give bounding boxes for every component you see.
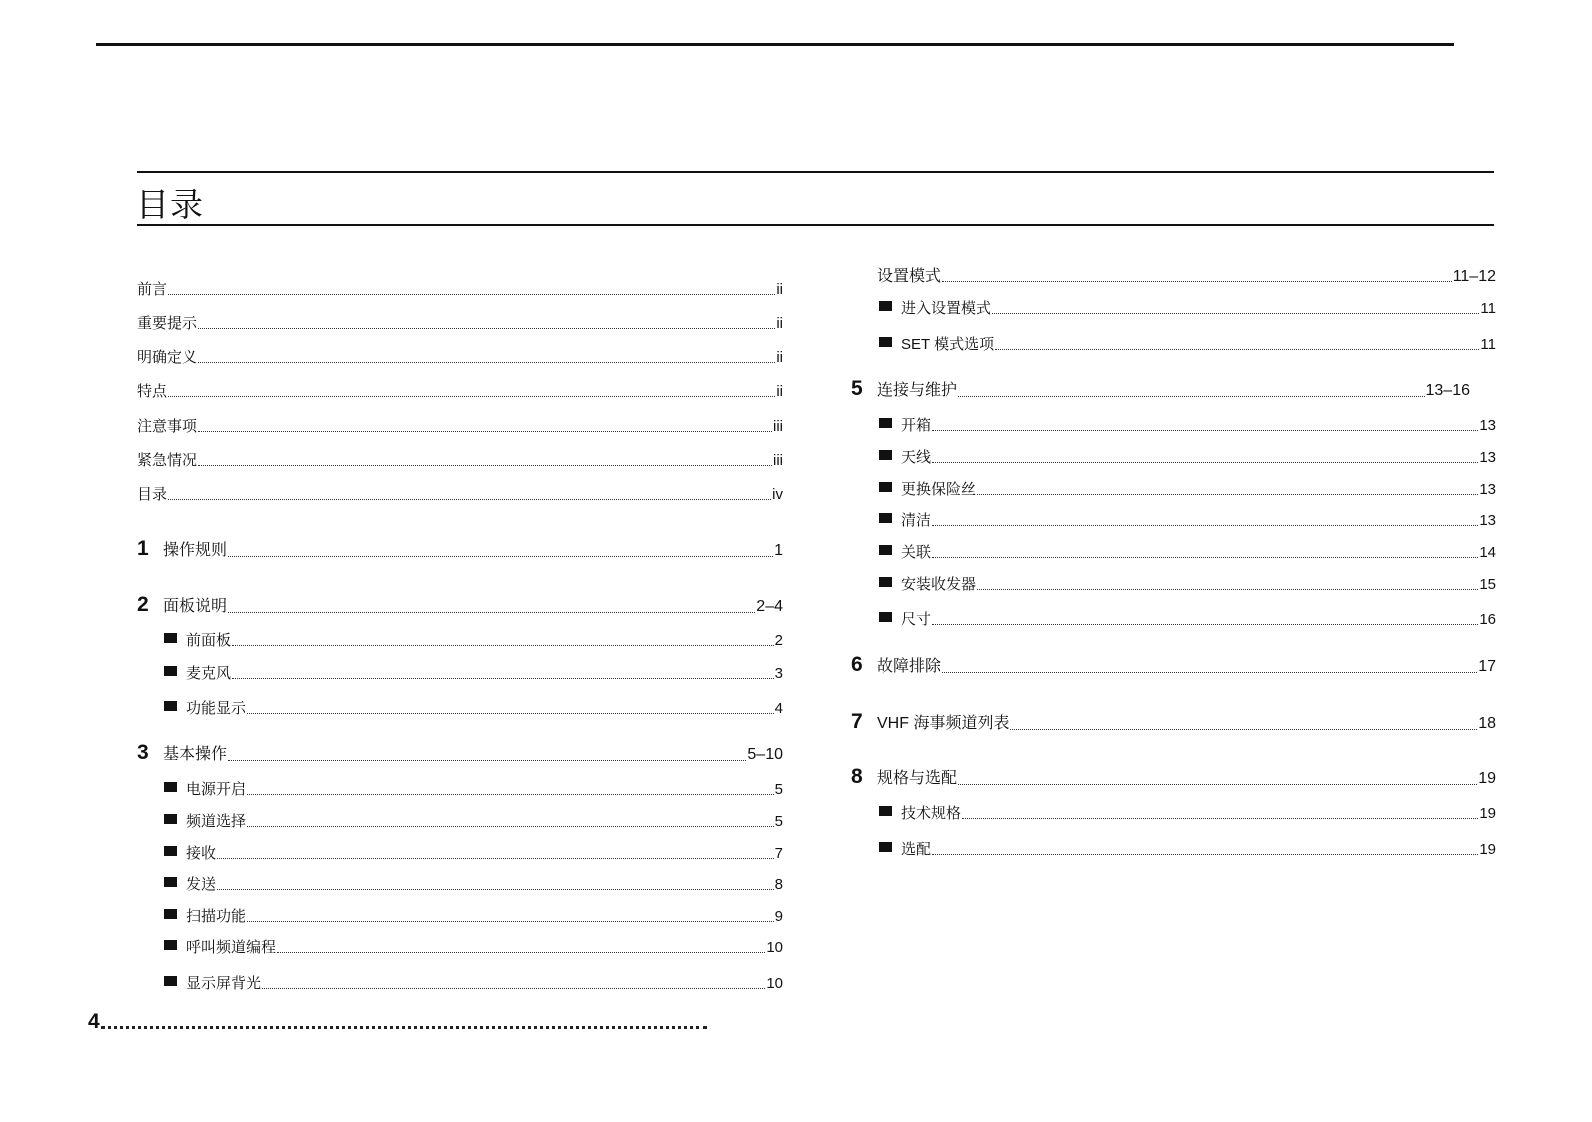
chapter-number: 2 (137, 593, 149, 616)
square-bullet-icon (879, 513, 892, 523)
toc-entry-page: 14 (1479, 544, 1496, 561)
toc-entry-label: 发送 (186, 876, 217, 893)
dot-leader (247, 793, 774, 795)
dot-leader (277, 951, 765, 953)
toc-entry-label: 麦克风 (186, 665, 232, 682)
title-rule-top (137, 171, 1494, 173)
toc-entry-label: 天线 (901, 449, 932, 466)
toc-entry-label: 面板说明 (163, 598, 228, 615)
page-number (88, 1010, 708, 1034)
toc-entry-page: iii (773, 418, 783, 435)
toc-entry-page: 4 (774, 700, 783, 717)
toc-section-entry (164, 842, 783, 863)
square-bullet-icon (164, 976, 177, 986)
page-number-value: 4 (88, 1010, 100, 1033)
toc-front-entry (137, 346, 783, 367)
square-bullet-icon (879, 545, 892, 555)
dot-leader (198, 327, 775, 329)
square-bullet-icon (164, 701, 177, 711)
chapter-number: 5 (851, 377, 863, 400)
toc-entry-label: 显示屏背光 (186, 975, 262, 992)
toc-entry-page: ii (776, 315, 783, 332)
toc-entry-page: 15 (1479, 576, 1496, 593)
toc-section-entry (879, 446, 1496, 467)
dot-leader (232, 644, 774, 646)
toc-entry-page: 13 (1479, 449, 1496, 466)
toc-entry-label: VHF 海事频道列表 (877, 715, 1010, 732)
toc-entry-page: iii (773, 452, 783, 469)
chapter-number: 1 (137, 537, 149, 560)
toc-chapter-entry (137, 537, 783, 561)
toc-entry-page: 5 (774, 781, 783, 798)
dot-leader (247, 920, 774, 922)
toc-section-entry (164, 778, 783, 799)
dot-leader (228, 759, 746, 761)
toc-entry-page: 18 (1478, 715, 1496, 732)
toc-chapter-entry (851, 710, 1496, 734)
toc-section-entry (164, 972, 783, 993)
chapter-number: 7 (851, 710, 863, 733)
toc-entry-label: 更换保险丝 (901, 481, 977, 498)
toc-section-entry (164, 697, 783, 718)
toc-entry-label: 目录 (137, 486, 168, 503)
square-bullet-icon (164, 633, 177, 643)
dot-leader (958, 395, 1424, 397)
toc-entry-label: 关联 (901, 544, 932, 561)
toc-section-entry (879, 573, 1496, 594)
toc-entry-label: 故障排除 (877, 658, 942, 675)
toc-entry-page: iv (772, 486, 783, 503)
dot-leader (958, 783, 1477, 785)
toc-entry-label: 进入设置模式 (901, 300, 992, 317)
toc-entry-page: 3 (774, 665, 783, 682)
toc-entry-label: 安装收发器 (901, 576, 977, 593)
dot-leader (262, 987, 765, 989)
toc-entry-label: 前面板 (186, 632, 232, 649)
dot-leader (932, 461, 1478, 463)
toc-entry-page: 13 (1479, 417, 1496, 434)
toc-front-entry (137, 415, 783, 436)
dot-leader (217, 857, 774, 859)
square-bullet-icon (164, 782, 177, 792)
toc-entry-page: 8 (774, 876, 783, 893)
toc-front-entry (137, 380, 783, 401)
toc-entry-page: 19 (1479, 805, 1496, 822)
toc-entry-page: ii (776, 383, 783, 400)
toc-chapter-entry (137, 741, 783, 765)
chapter-number: 8 (851, 765, 863, 788)
toc-entry-label: 设置模式 (877, 268, 942, 285)
toc-entry-label: 紧急情况 (137, 452, 198, 469)
square-bullet-icon (164, 814, 177, 824)
dot-leader (932, 429, 1478, 431)
dot-leader (932, 623, 1478, 625)
toc-entry-label: SET 模式选项 (901, 336, 995, 353)
toc-entry-page: 2 (774, 632, 783, 649)
toc-chapter-entry (851, 263, 1496, 286)
toc-entry-page: 13–16 (1425, 382, 1470, 399)
toc-chapter-entry (137, 593, 783, 617)
toc-section-entry (879, 333, 1496, 354)
toc-entry-label: 扫描功能 (186, 908, 247, 925)
toc-entry-page: 1 (774, 542, 783, 559)
toc-section-entry (164, 873, 783, 894)
chapter-number: 6 (851, 653, 863, 676)
toc-front-entry (137, 278, 783, 299)
toc-entry-page: 10 (766, 939, 783, 956)
toc-entry-page: 13 (1479, 512, 1496, 529)
toc-section-entry (164, 905, 783, 926)
square-bullet-icon (164, 666, 177, 676)
square-bullet-icon (164, 909, 177, 919)
dot-leader (217, 888, 774, 890)
toc-section-entry (879, 608, 1496, 629)
toc-entry-label: 选配 (901, 841, 932, 858)
toc-chapter-entry (851, 765, 1496, 789)
toc-section-entry (879, 802, 1496, 823)
toc-entry-page: 19 (1478, 770, 1496, 787)
dot-leader (977, 493, 1478, 495)
toc-entry-label: 电源开启 (186, 781, 247, 798)
square-bullet-icon (879, 806, 892, 816)
toc-section-entry (164, 936, 783, 957)
toc-section-entry (164, 662, 783, 683)
page-number-leader (101, 1025, 707, 1029)
dot-leader (942, 671, 1477, 673)
square-bullet-icon (879, 418, 892, 428)
dot-leader (198, 464, 772, 466)
toc-section-entry (164, 629, 783, 650)
dot-leader (962, 817, 1478, 819)
toc-entry-label: 接收 (186, 845, 217, 862)
toc-front-entry (137, 449, 783, 470)
dot-leader (168, 498, 771, 500)
toc-entry-page: 9 (774, 908, 783, 925)
chapter-number: 3 (137, 741, 149, 764)
toc-section-entry (879, 478, 1496, 499)
square-bullet-icon (879, 842, 892, 852)
dot-leader (995, 348, 1479, 350)
toc-front-entry (137, 483, 783, 504)
toc-front-entry (137, 312, 783, 333)
dot-leader (932, 556, 1478, 558)
dot-leader (198, 361, 775, 363)
toc-section-entry (879, 509, 1496, 530)
toc-entry-page: 10 (766, 975, 783, 992)
square-bullet-icon (879, 301, 892, 311)
toc-entry-page: 17 (1478, 658, 1496, 675)
dot-leader (247, 712, 774, 714)
toc-entry-label: 重要提示 (137, 315, 198, 332)
toc-entry-label: 呼叫频道编程 (186, 939, 277, 956)
page-title: 目录 (136, 186, 204, 223)
square-bullet-icon (879, 482, 892, 492)
toc-entry-page: 5–10 (747, 746, 783, 763)
title-rule-bottom (137, 224, 1494, 226)
toc-entry-label: 注意事项 (137, 418, 198, 435)
toc-entry-label: 特点 (137, 383, 168, 400)
dot-leader (932, 853, 1478, 855)
dot-leader (232, 677, 774, 679)
toc-entry-label: 规格与选配 (877, 770, 958, 787)
toc-entry-page: ii (776, 349, 783, 366)
toc-entry-label: 明确定义 (137, 349, 198, 366)
dot-leader (168, 395, 775, 397)
toc-chapter-entry (851, 653, 1496, 677)
toc-section-entry (879, 414, 1496, 435)
dot-leader (942, 280, 1452, 282)
toc-entry-page: 11 (1480, 300, 1496, 317)
toc-entry-label: 前言 (137, 281, 168, 298)
dot-leader (228, 611, 755, 613)
toc-entry-label: 技术规格 (901, 805, 962, 822)
dot-leader (198, 430, 772, 432)
square-bullet-icon (879, 612, 892, 622)
dot-leader (932, 524, 1478, 526)
dot-leader (992, 312, 1479, 314)
toc-entry-label: 基本操作 (163, 746, 228, 763)
toc-section-entry (879, 541, 1496, 562)
toc-entry-page: 11–12 (1452, 268, 1496, 285)
toc-section-entry (879, 838, 1496, 859)
dot-leader (977, 588, 1478, 590)
dot-leader (228, 555, 773, 557)
toc-entry-page: 5 (774, 813, 783, 830)
dot-leader (247, 825, 774, 827)
toc-entry-label: 清洁 (901, 512, 932, 529)
toc-entry-label: 尺寸 (901, 611, 932, 628)
square-bullet-icon (879, 450, 892, 460)
toc-entry-label: 开箱 (901, 417, 932, 434)
toc-entry-page: 16 (1479, 611, 1496, 628)
toc-entry-page: 11 (1480, 336, 1496, 353)
toc-entry-label: 操作规则 (163, 542, 228, 559)
toc-entry-label: 连接与维护 (877, 382, 958, 399)
toc-entry-page: 2–4 (756, 598, 783, 615)
toc-section-entry (879, 297, 1496, 318)
toc-entry-label: 频道选择 (186, 813, 247, 830)
toc-entry-page: 13 (1479, 481, 1496, 498)
toc-entry-label: 功能显示 (186, 700, 247, 717)
square-bullet-icon (164, 940, 177, 950)
square-bullet-icon (164, 846, 177, 856)
toc-entry-page: ii (776, 281, 783, 298)
square-bullet-icon (879, 337, 892, 347)
square-bullet-icon (164, 877, 177, 887)
dot-leader (1010, 728, 1477, 730)
toc-chapter-entry (851, 377, 1470, 401)
toc-entry-page: 7 (774, 845, 783, 862)
toc-entry-page: 19 (1479, 841, 1496, 858)
toc-section-entry (164, 810, 783, 831)
dot-leader (168, 293, 775, 295)
header-rule (96, 43, 1454, 46)
square-bullet-icon (879, 577, 892, 587)
